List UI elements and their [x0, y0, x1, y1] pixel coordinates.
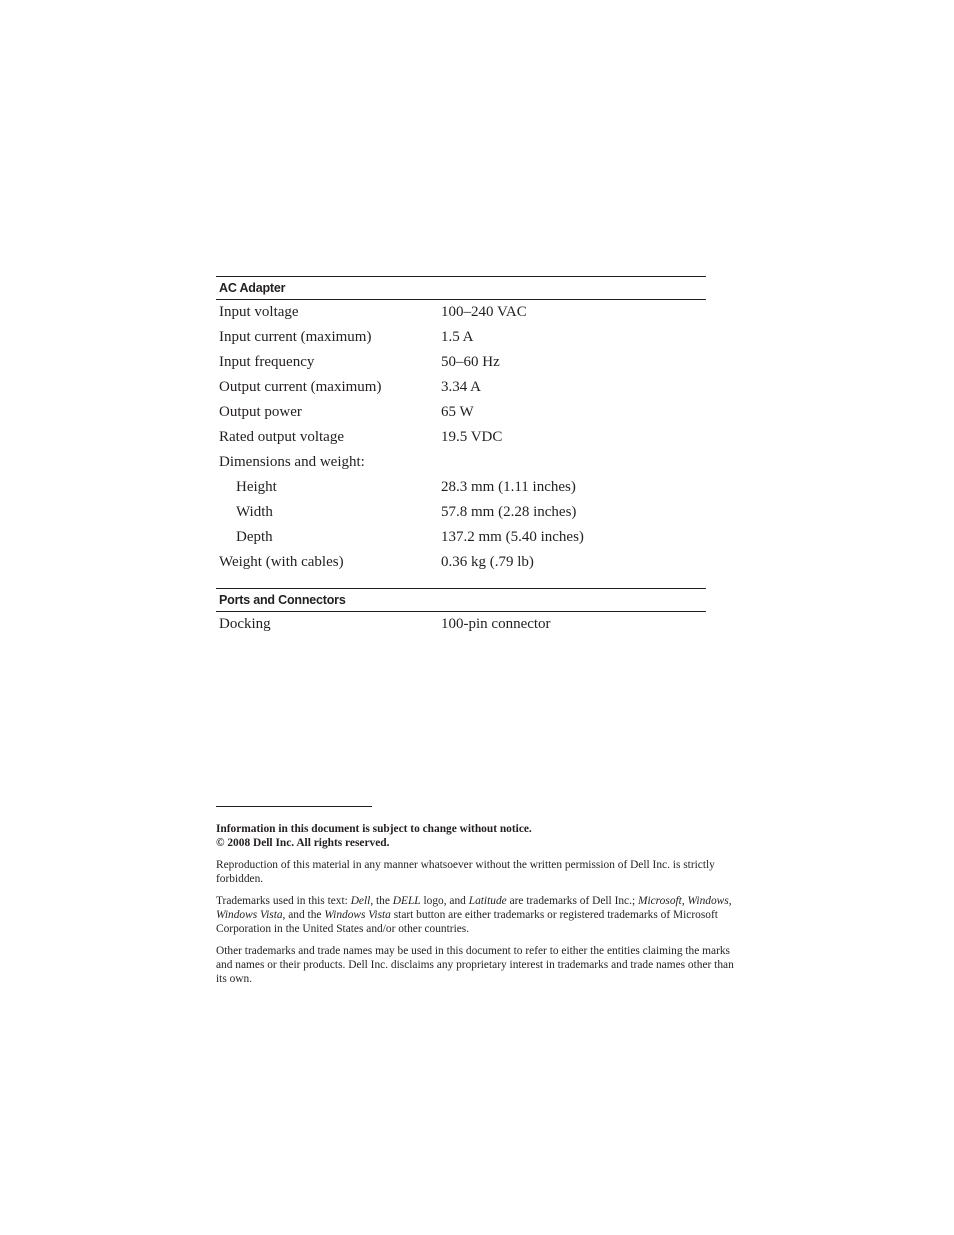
trademark-name: Windows Vista — [324, 909, 391, 921]
spec-label: Rated output voltage — [219, 429, 344, 445]
trademark-text: Trademarks used in this text: — [216, 895, 351, 907]
spec-row-weight — [216, 550, 706, 575]
trademark-name: Windows Vista, — [216, 909, 286, 921]
ports-connectors-heading: Ports and Connectors — [216, 588, 706, 612]
spec-row-output-power — [216, 400, 706, 425]
spec-row-depth — [216, 525, 706, 550]
spec-row-input-frequency — [216, 350, 706, 375]
legal-notice — [216, 822, 740, 994]
change-notice-line: Information in this document is subject to change without notice. — [216, 823, 532, 835]
spec-row-height — [216, 475, 706, 500]
trademark-name: Dell — [350, 895, 371, 907]
spec-label: Output current (maximum) — [219, 379, 382, 395]
spec-value: 28.3 mm (1.11 inches) — [441, 479, 576, 495]
spec-label: Weight (with cables) — [219, 554, 344, 570]
spec-value: 50–60 Hz — [441, 354, 500, 370]
spec-value: 65 W — [441, 404, 474, 420]
spec-label: Input voltage — [219, 304, 299, 320]
spec-row-width — [216, 500, 706, 525]
spec-value: 100–240 VAC — [441, 304, 527, 320]
trademark-text: logo, and — [420, 895, 469, 907]
trademark-text: , the — [370, 895, 393, 907]
spec-value: 3.34 A — [441, 379, 482, 395]
spec-label: Docking — [219, 616, 271, 632]
trademark-notice — [216, 894, 740, 936]
spec-row-rated-output-voltage — [216, 425, 706, 450]
spec-label: Width — [236, 504, 273, 520]
other-trademarks-notice: Other trademarks and trade names may be used in this document to refer to either the entities claiming the marks and names or their products. Dell Inc. disclaims any proprietary interest in trademarks and trade names other than its own. — [216, 945, 734, 985]
spec-row-input-current — [216, 325, 706, 350]
trademark-name: DELL — [392, 895, 421, 907]
ac-adapter-heading: AC Adapter — [216, 276, 706, 300]
spec-value: 137.2 mm (5.40 inches) — [441, 529, 584, 545]
spec-label: Input frequency — [219, 354, 315, 370]
trademark-text: , — [681, 895, 688, 907]
footnote-rule — [216, 806, 372, 807]
spec-row-dimensions-and-weight — [216, 450, 706, 475]
spec-label: Depth — [236, 529, 273, 545]
trademark-name: Microsoft — [637, 895, 682, 907]
trademark-name: Windows — [687, 895, 729, 907]
spec-label: Dimensions and weight: — [219, 454, 365, 470]
spec-row-output-current — [216, 375, 706, 400]
trademark-name: Latitude — [468, 895, 507, 907]
spec-label: Output power — [219, 404, 302, 420]
change-notice — [216, 822, 740, 850]
spec-value: 57.8 mm (2.28 inches) — [441, 504, 577, 520]
spec-label: Height — [236, 479, 277, 495]
ports-connectors-table — [216, 588, 706, 637]
trademark-text: , — [728, 895, 732, 907]
reproduction-notice: Reproduction of this material in any manner whatsoever without the written permission of Dell Inc. is strictly forbidden. — [216, 859, 715, 885]
spec-value: 0.36 kg (.79 lb) — [441, 554, 534, 570]
spec-row-docking — [216, 612, 706, 637]
trademark-text: start button are either trademarks or registered trademarks of Microsoft Corporation in the United States and/or other countries. — [216, 909, 718, 935]
spec-label: Input current (maximum) — [219, 329, 372, 345]
spec-value: 1.5 A — [441, 329, 474, 345]
copyright-line: © 2008 Dell Inc. All rights reserved. — [216, 837, 390, 849]
spec-value: 19.5 VDC — [441, 429, 503, 445]
trademark-text: are trademarks of Dell Inc.; — [506, 895, 638, 907]
ac-adapter-table — [216, 276, 706, 575]
spec-row-input-voltage — [216, 300, 706, 325]
spec-value: 100-pin connector — [441, 616, 551, 632]
trademark-text: and the — [285, 909, 325, 921]
